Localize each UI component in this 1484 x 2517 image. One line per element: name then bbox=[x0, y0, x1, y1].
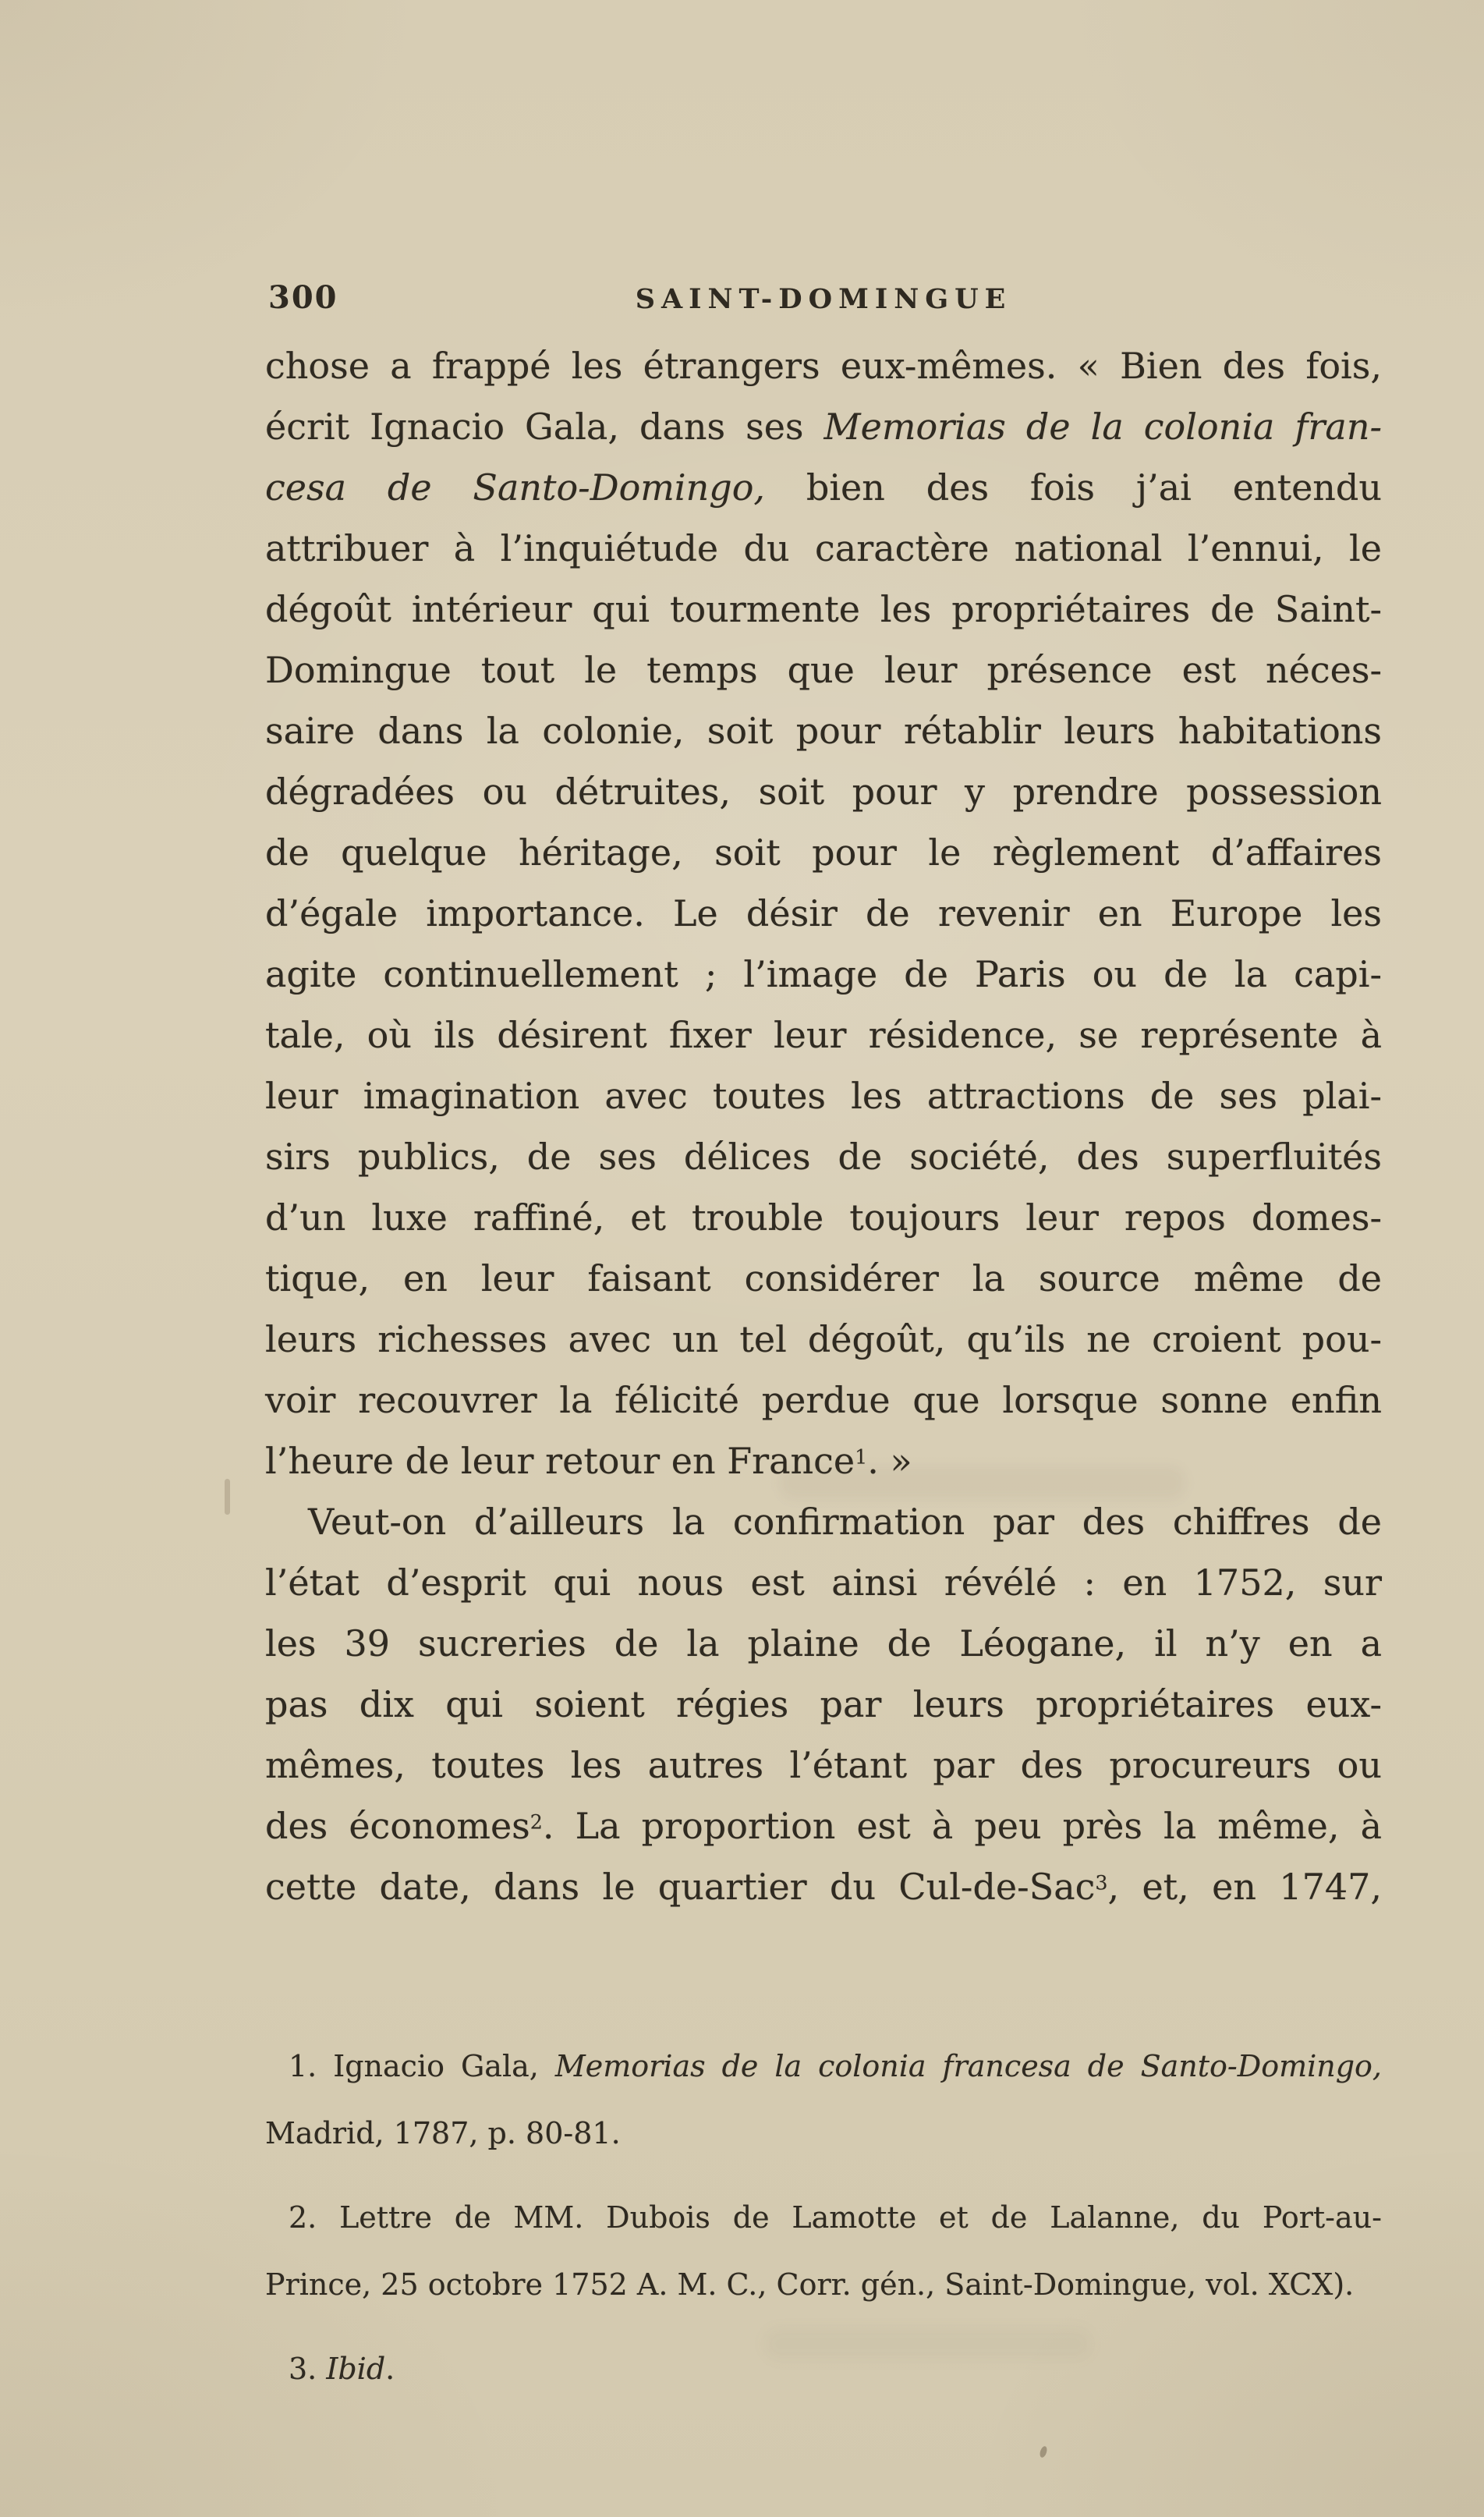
body-line bbox=[265, 1126, 1382, 1187]
page-number: 300 bbox=[268, 279, 338, 316]
body-line bbox=[265, 1370, 1382, 1430]
text: les 39 sucreries de la plaine de Léogane, il n’y en a bbox=[265, 1622, 1382, 1664]
text: dégradées ou détruites, soit pour y prendre possession bbox=[265, 771, 1382, 813]
text: des économes bbox=[265, 1805, 530, 1847]
text: saire dans la colonie, soit pour rétablir leurs habitations bbox=[265, 710, 1382, 752]
body-line bbox=[265, 640, 1382, 700]
text: tique, en leur faisant considérer la source même de bbox=[265, 1257, 1382, 1299]
footnote-line bbox=[265, 2184, 1382, 2251]
italic-text: cesa de Santo-Domingo, bbox=[265, 466, 766, 509]
body-line bbox=[265, 457, 1382, 518]
footnote bbox=[265, 2184, 1382, 2318]
text: 3. bbox=[289, 2352, 327, 2386]
text: 1. Ignacio Gala, bbox=[289, 2049, 555, 2083]
text: attribuer à l’inquiétude du caractère national l’ennui, le bbox=[265, 527, 1382, 569]
text: , et, en 1747, bbox=[1107, 1866, 1382, 1908]
text: cette date, dans le quartier du Cul-de-Sac bbox=[265, 1866, 1096, 1908]
text: 2. Lettre de MM. Dubois de Lamotte et de Lalanne, du Port-au- bbox=[289, 2200, 1382, 2235]
body-line bbox=[265, 1552, 1382, 1613]
text: . bbox=[385, 2352, 395, 2386]
body-line bbox=[265, 579, 1382, 640]
page-header bbox=[265, 279, 1382, 320]
body-line bbox=[265, 1856, 1382, 1917]
text: . » bbox=[867, 1440, 912, 1482]
body-line bbox=[265, 700, 1382, 761]
italic-text: Memorias de la colonia fran- bbox=[823, 406, 1382, 448]
text: bien des fois j’ai entendu bbox=[765, 466, 1382, 509]
text: d’un luxe raffiné, et trouble toujours leur repos domes- bbox=[265, 1196, 1382, 1239]
paragraph bbox=[265, 335, 1382, 1491]
text: dégoût intérieur qui tourmente les propriétaires de Saint- bbox=[265, 588, 1382, 630]
body-line bbox=[265, 1309, 1382, 1370]
body-line bbox=[265, 396, 1382, 457]
footnote-marker: 1 bbox=[855, 1445, 868, 1469]
text: Madrid, 1787, p. 80-81. bbox=[265, 2116, 621, 2150]
text: écrit Ignacio Gala, dans ses bbox=[265, 406, 824, 448]
body-line bbox=[265, 1187, 1382, 1248]
text: l’état d’esprit qui nous est ainsi révélé : en 1752, sur bbox=[265, 1562, 1382, 1604]
text: voir recouvrer la félicité perdue que lorsque sonne enfin bbox=[265, 1379, 1382, 1421]
body-line bbox=[265, 1065, 1382, 1126]
footnote-line bbox=[265, 2251, 1382, 2318]
text: l’heure de leur retour en France bbox=[265, 1440, 855, 1482]
paper-smudge bbox=[764, 2328, 1092, 2359]
text: tale, où ils désirent fixer leur résidence, se représente à bbox=[265, 1014, 1382, 1056]
footnote-marker: 2 bbox=[529, 1810, 543, 1834]
body-line bbox=[265, 1613, 1382, 1674]
paper-smudge bbox=[780, 1466, 1185, 1499]
body-line bbox=[265, 1005, 1382, 1065]
footnote-marker: 3 bbox=[1095, 1871, 1108, 1895]
italic-text: Memorias de la colonia francesa de Santo-Domingo, bbox=[554, 2049, 1383, 2083]
body-line bbox=[265, 335, 1382, 396]
footnote bbox=[265, 2033, 1382, 2167]
body-line bbox=[265, 1735, 1382, 1796]
footnote-line bbox=[265, 2100, 1382, 2167]
text: Prince, 25 octobre 1752 A. M. C., Corr. gén., Saint-Domingue, vol. XCX). bbox=[265, 2267, 1355, 2302]
paper-edge-mark bbox=[225, 1479, 230, 1515]
text: sirs publics, de ses délices de société, des superfluités bbox=[265, 1136, 1382, 1178]
body-text bbox=[265, 335, 1382, 1917]
text: pas dix qui soient régies par leurs propriétaires eux- bbox=[265, 1683, 1382, 1725]
text: leurs richesses avec un tel dégoût, qu’ils ne croient pou- bbox=[265, 1318, 1382, 1360]
body-line bbox=[265, 761, 1382, 822]
text: agite continuellement ; l’image de Paris ou de la capi- bbox=[265, 953, 1382, 995]
body-line bbox=[265, 1796, 1382, 1856]
paper-speck bbox=[1039, 2445, 1048, 2459]
body-line bbox=[265, 1248, 1382, 1309]
text: leur imagination avec toutes les attractions de ses plai- bbox=[265, 1075, 1382, 1117]
text: d’égale importance. Le désir de revenir en Europe les bbox=[265, 892, 1382, 934]
text: mêmes, toutes les autres l’étant par des procureurs ou bbox=[265, 1744, 1382, 1786]
text: . La proportion est à peu près la même, à bbox=[542, 1805, 1382, 1847]
text: de quelque héritage, soit pour le règlement d’affaires bbox=[265, 831, 1382, 874]
text: Domingue tout le temps que leur présence est néces- bbox=[265, 649, 1382, 691]
body-line bbox=[265, 944, 1382, 1005]
body-line bbox=[265, 883, 1382, 944]
footnote-line bbox=[265, 2033, 1382, 2100]
body-line bbox=[265, 822, 1382, 883]
body-line bbox=[265, 1491, 1382, 1552]
text: chose a frappé les étrangers eux-mêmes. « Bien des fois, bbox=[265, 345, 1382, 387]
running-title: SAINT-DOMINGUE bbox=[635, 283, 1012, 315]
body-line bbox=[265, 518, 1382, 579]
italic-text: Ibid bbox=[326, 2352, 386, 2386]
paragraph bbox=[265, 1491, 1382, 1917]
body-line bbox=[265, 1674, 1382, 1735]
text: Veut-on d’ailleurs la confirmation par des chiffres de bbox=[308, 1501, 1382, 1543]
